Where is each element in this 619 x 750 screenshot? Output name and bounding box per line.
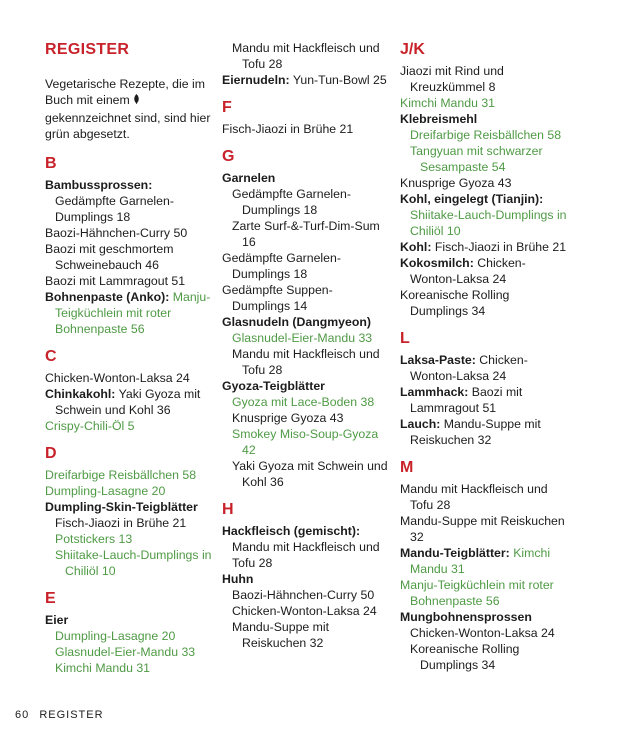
entry-vegetarian-text: Smokey Miso-Soup-Gyoza 42 <box>232 427 379 457</box>
index-subentry <box>222 619 390 651</box>
section-group-1 <box>45 154 213 676</box>
entry-heading: Laksa-Paste: <box>400 353 476 367</box>
index-subentry <box>400 143 568 175</box>
entry-text: Mandu-Suppe mit Reiskuchen 32 <box>400 514 565 544</box>
entry-text: Baozi mit Lammragout 51 <box>410 385 523 415</box>
index-subentry <box>400 127 568 143</box>
section-letter: J/K <box>400 41 425 58</box>
index-column-1 <box>45 40 213 676</box>
index-subentry <box>45 660 213 676</box>
index-entry <box>222 72 390 88</box>
index-entry <box>45 225 213 241</box>
entry-text: Koreanische Rolling Dumplings 34 <box>400 288 510 318</box>
entry-vegetarian-text: Kimchi Mandu 31 <box>55 661 151 675</box>
vegetarian-leaf-icon <box>133 94 140 110</box>
entry-text: Knusprige Gyoza 43 <box>400 176 512 190</box>
entry-vegetarian-text: Manju-Teigküchlein mit roter Bohnenpaste 56 <box>400 578 554 608</box>
entry-text: Fisch-Jiaozi in Brühe 21 <box>222 122 354 136</box>
index-entry <box>45 612 213 628</box>
index-subentry <box>222 394 390 410</box>
index-subentry <box>222 603 390 619</box>
section-letter: C <box>45 348 57 365</box>
index-entry <box>45 241 213 273</box>
index-entry <box>45 418 213 434</box>
entry-text: Fisch-Jiaozi in Brühe 21 <box>434 240 567 254</box>
entry-text: Mandu mit Hackfleisch und Tofu 28 <box>232 540 380 570</box>
index-subentry <box>222 410 390 426</box>
entry-text: Gedämpfte Garnelen-Dumplings 18 <box>232 187 351 217</box>
entry-text: Fisch-Jiaozi in Brühe 21 <box>55 516 187 530</box>
entry-heading: Mandu-Teigblätter: <box>400 546 510 560</box>
index-entry <box>222 250 390 282</box>
entry-text: Chicken-Wonton-Laksa 24 <box>410 626 555 640</box>
index-entry <box>400 63 568 95</box>
page-number: 60 <box>15 709 30 721</box>
entry-heading: Eiernudeln: <box>222 73 290 87</box>
entry-text: Koreanische Rolling Dumplings 34 <box>410 642 520 672</box>
section-letter: E <box>45 590 56 607</box>
index-entry <box>222 571 390 587</box>
entry-text: Mandu mit Hackfleisch und Tofu 28 <box>232 347 380 377</box>
entry-text: Yun-Tun-Bowl 25 <box>292 73 387 87</box>
page-footer <box>15 709 104 721</box>
entry-heading: Hackfleisch (gemischt): <box>222 524 361 538</box>
entry-vegetarian-text: Kimchi Mandu 31 <box>410 546 551 576</box>
intro-text <box>45 76 213 142</box>
section-letter: L <box>400 330 410 347</box>
index-subentry <box>222 458 390 490</box>
index-entry <box>400 481 568 513</box>
index-subentry <box>45 531 213 547</box>
entry-vegetarian-text: Kimchi Mandu 31 <box>400 96 496 110</box>
index-entry <box>400 577 568 609</box>
index-subentry <box>222 587 390 603</box>
index-subentry <box>400 641 568 673</box>
entry-vegetarian-text: Manju-Teigküchlein mit roter Bohnenpaste 56 <box>55 290 211 336</box>
index-subentry <box>222 346 390 378</box>
index-entry <box>400 239 568 255</box>
index-entry <box>400 255 568 287</box>
entry-heading: Bambussprossen: <box>45 178 153 192</box>
entry-text: Baozi mit Lammragout 51 <box>45 274 186 288</box>
entry-heading: Kohl: <box>400 240 432 254</box>
entry-vegetarian-text: Potstickers 13 <box>55 532 133 546</box>
index-entry <box>400 95 568 111</box>
entry-text: Knusprige Gyoza 43 <box>232 411 344 425</box>
index-entry <box>400 513 568 545</box>
section-letter: B <box>45 155 57 172</box>
section-letter: H <box>222 501 234 518</box>
entry-vegetarian-text: Crispy-Chili-Öl 5 <box>45 419 135 433</box>
index-subentry <box>400 625 568 641</box>
section-group-2 <box>222 40 390 651</box>
entry-heading: Bohnenpaste (Anko): <box>45 290 170 304</box>
entry-heading: Mungbohnensprossen <box>400 610 532 624</box>
entry-text: Baozi-Hähnchen-Curry 50 <box>45 226 188 240</box>
index-entry <box>400 352 568 384</box>
entry-text: Baozi-Hähnchen-Curry 50 <box>232 588 375 602</box>
index-entry <box>45 289 213 337</box>
entry-text: Baozi mit geschmortem Schweinebauch 46 <box>45 242 174 272</box>
entry-vegetarian-text: Glasnudel-Eier-Mandu 33 <box>232 331 373 345</box>
entry-text: Gedämpfte Garnelen-Dumplings 18 <box>222 251 341 281</box>
entry-text: Gedämpfte Garnelen-Dumplings 18 <box>55 194 174 224</box>
entry-vegetarian-text: Shiitake-Lauch-Dumplings in Chiliöl 10 <box>55 548 212 578</box>
index-entry <box>400 111 568 127</box>
index-entry <box>222 523 390 571</box>
index-entry <box>222 314 390 330</box>
entry-vegetarian-text: Dreifarbige Reisbällchen 58 <box>45 468 197 482</box>
index-subentry <box>222 426 390 458</box>
entry-heading: Klebreismehl <box>400 112 478 126</box>
section-letter: G <box>222 148 235 165</box>
entry-vegetarian-text: Shiitake-Lauch-Dumplings in Chiliöl 10 <box>410 208 567 238</box>
entry-text: Yaki Gyoza mit Schwein und Kohl 36 <box>55 387 201 417</box>
entry-text: Jiaozi mit Rind und Kreuzkümmel 8 <box>400 64 504 94</box>
entry-text: Chicken-Wonton-Laksa 24 <box>410 256 526 286</box>
index-entry <box>45 370 213 386</box>
entry-text: Chicken-Wonton-Laksa 24 <box>45 371 190 385</box>
entry-text: Yaki Gyoza mit Schwein und Kohl 36 <box>232 459 388 489</box>
entry-text: Gedämpfte Suppen-Dumplings 14 <box>222 283 333 313</box>
entry-heading: Kohl, eingelegt (Tianjin): <box>400 192 544 206</box>
index-subentry <box>45 644 213 660</box>
index-entry <box>400 175 568 191</box>
entry-heading: Chinkakohl: <box>45 387 116 401</box>
entry-heading: Dumpling-Skin-Teigblätter <box>45 500 198 514</box>
index-subentry <box>222 218 390 250</box>
index-entry <box>45 177 213 225</box>
entry-vegetarian-text: Dumpling-Lasagne 20 <box>55 629 176 643</box>
index-entry <box>222 282 390 314</box>
entry-vegetarian-text: Glasnudel-Eier-Mandu 33 <box>55 645 196 659</box>
index-subentry <box>222 330 390 346</box>
index-subentry <box>222 40 390 72</box>
footer-label: REGISTER <box>39 709 104 721</box>
section-group-3 <box>400 40 568 673</box>
index-entry <box>222 170 390 186</box>
entry-heading: Eier <box>45 613 69 627</box>
entry-heading: Kokosmilch: <box>400 256 474 270</box>
entry-text: Mandu-Suppe mit Reiskuchen 32 <box>232 620 330 650</box>
index-entry <box>400 384 568 416</box>
index-entry <box>222 121 390 137</box>
entry-heading: Garnelen <box>222 171 276 185</box>
entry-heading: Lauch: <box>400 417 441 431</box>
index-subentry <box>45 547 213 579</box>
section-letter: M <box>400 459 414 476</box>
entry-text: Zarte Surf-&-Turf-Dim-Sum 16 <box>232 219 380 249</box>
index-entry <box>45 386 213 418</box>
index-entry <box>400 287 568 319</box>
index-subentry <box>45 515 213 531</box>
index-entry <box>45 483 213 499</box>
index-entry <box>45 273 213 289</box>
entry-text: Chicken-Wonton-Laksa 24 <box>232 604 377 618</box>
intro-text-before: Vegetarische Rezepte, die im Buch mit einem <box>45 77 205 107</box>
entry-vegetarian-text: Tangyuan mit schwarzer Sesampaste 54 <box>410 144 543 174</box>
index-column-3 <box>400 40 568 673</box>
entry-text: Chicken-Wonton-Laksa 24 <box>410 353 528 383</box>
entry-heading: Glasnudeln (Dangmyeon) <box>222 315 371 329</box>
index-entry <box>222 378 390 394</box>
entry-vegetarian-text: Dreifarbige Reisbällchen 58 <box>410 128 562 142</box>
index-entry <box>45 499 213 515</box>
index-entry <box>400 545 568 577</box>
entry-heading: Lammhack: <box>400 385 469 399</box>
index-subentry <box>45 628 213 644</box>
entry-vegetarian-text: Gyoza mit Lace-Boden 38 <box>232 395 375 409</box>
section-letter: D <box>45 445 57 462</box>
entry-text: Mandu mit Hackfleisch und Tofu 28 <box>232 41 380 71</box>
section-letter: F <box>222 99 232 116</box>
entry-text: Mandu-Suppe mit Reiskuchen 32 <box>410 417 541 447</box>
entry-heading: Huhn <box>222 572 254 586</box>
index-column-2 <box>222 40 390 651</box>
index-entry <box>400 191 568 239</box>
index-entry <box>400 416 568 448</box>
index-subentry <box>222 186 390 218</box>
index-entry <box>400 609 568 625</box>
entry-text: Mandu mit Hackfleisch und Tofu 28 <box>400 482 548 512</box>
page-title: REGISTER <box>45 41 130 58</box>
index-entry <box>45 467 213 483</box>
entry-vegetarian-text: Dumpling-Lasagne 20 <box>45 484 166 498</box>
intro-text-after: gekennzeichnet sind, sind hier grün abgesetzt. <box>45 111 211 141</box>
entry-heading: Gyoza-Teigblätter <box>222 379 325 393</box>
